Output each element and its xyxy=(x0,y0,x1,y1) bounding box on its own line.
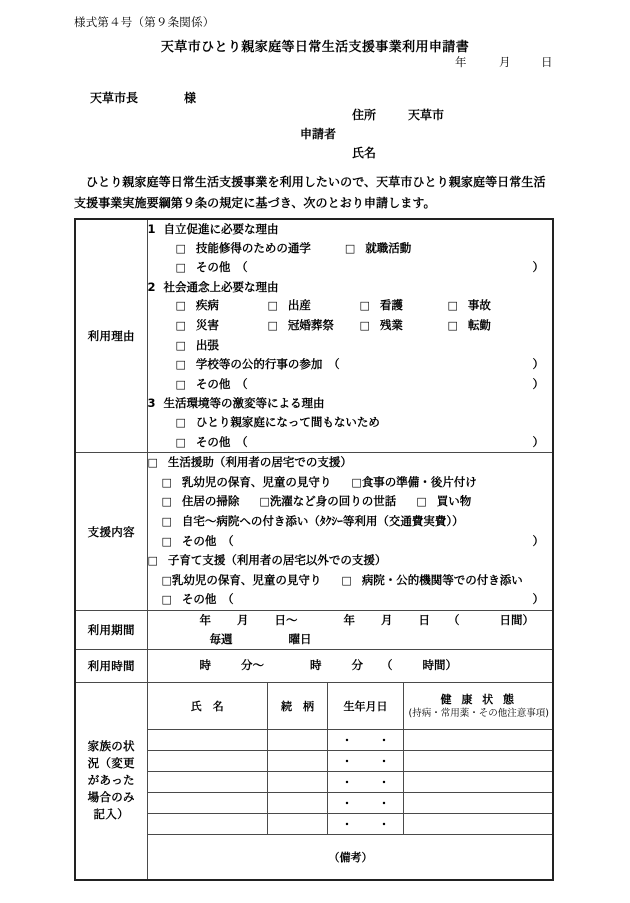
family-cell-name[interactable] xyxy=(148,729,268,750)
checkbox-icon[interactable]: □ xyxy=(416,495,427,509)
checkbox-icon[interactable]: □ xyxy=(175,435,186,449)
reason-line: □ その他 （ ） xyxy=(175,260,544,275)
remark-cell[interactable]: （備考） xyxy=(148,834,554,879)
family-cell-birthdate[interactable]: ・ ・ xyxy=(328,750,404,771)
reason-line: □ 技能修得のための通学 □ 就職活動 xyxy=(175,240,412,255)
applicant-label-row xyxy=(300,125,560,144)
page-title: 天草市ひとり親家庭等日常生活支援事業利用申請書 xyxy=(160,40,470,55)
application-table xyxy=(74,218,554,881)
family-cell-birthdate[interactable]: ・ ・ xyxy=(328,792,404,813)
family-cell-birthdate[interactable]: ・ ・ xyxy=(328,729,404,750)
support-line: □ その他 （ ） xyxy=(161,592,544,607)
family-cell-relation[interactable] xyxy=(268,729,328,750)
family-cell-relation[interactable] xyxy=(268,771,328,792)
family-cell-relation[interactable] xyxy=(268,792,328,813)
family-cell-birthdate[interactable]: ・ ・ xyxy=(328,771,404,792)
time-content-cell xyxy=(147,649,553,682)
family-cell-health[interactable] xyxy=(404,771,554,792)
period-date-range: 年 月 日～ 年 月 日 （ 日間） xyxy=(199,612,534,627)
address-value: 天草市 xyxy=(408,108,445,122)
table-row-period xyxy=(75,610,553,649)
reason-content-cell xyxy=(147,219,553,453)
support-line: □ その他 （ ） xyxy=(161,533,544,548)
period-content-cell xyxy=(147,610,553,649)
family-cell-name[interactable] xyxy=(148,792,268,813)
support-line: □ 住居の掃除 □洗濯など身の回りの世話 □ 買い物 xyxy=(161,494,472,509)
applicant-address-row xyxy=(300,106,560,125)
date-year-label: 年 xyxy=(455,55,467,69)
addressee xyxy=(90,89,196,106)
period-weekday: 毎週 曜日 xyxy=(209,631,312,646)
checkbox-icon[interactable]: □ xyxy=(147,554,158,568)
table-row[interactable] xyxy=(148,813,554,834)
checkbox-icon[interactable]: □ xyxy=(175,338,186,352)
reason-label-cell: 利用理由 xyxy=(75,219,147,453)
time-label-cell: 利用時間 xyxy=(75,649,147,682)
form-number: 様式第４号（第９条関係） xyxy=(74,15,215,29)
family-cell-health[interactable] xyxy=(404,813,554,834)
checkbox-icon[interactable]: □ xyxy=(161,514,172,528)
table-row[interactable] xyxy=(148,750,554,771)
name-label: 氏名 xyxy=(352,146,377,160)
family-col-health xyxy=(404,683,554,730)
table-row-time xyxy=(75,649,553,682)
support-content-cell xyxy=(147,453,553,611)
support-section-1-heading: □ 生活援助（利用者の居宅での支援） xyxy=(147,455,352,470)
support-line: □ 乳幼児の保育、児童の見守り □食事の準備・後片付け xyxy=(161,474,477,489)
address-label: 住所 xyxy=(352,108,377,122)
time-range: 時 分～ 時 分 （ 時間） xyxy=(199,658,457,673)
reason-line: □ ひとり親家庭になって間もないため xyxy=(175,414,380,429)
checkbox-icon[interactable]: □ xyxy=(175,318,186,332)
family-label-cell: 家族の状況（変更があった場合のみ記入） xyxy=(75,682,147,880)
applicant-block xyxy=(300,106,560,163)
family-table-cell xyxy=(147,682,553,880)
table-row-reason xyxy=(75,219,553,453)
support-line: □ 自宅～病院への付き添い（ﾀｸｼｰ等利用（交通費実費）） xyxy=(161,513,464,528)
date-day-label: 日 xyxy=(541,55,553,69)
family-cell-birthdate[interactable]: ・ ・ xyxy=(328,813,404,834)
intro-paragraph: ひとり親家庭等日常生活支援事業を利用したいので、天草市ひとり親家庭等日常生活支援事業実施要綱第９条の規定に基づき、次のとおり申請します。 xyxy=(74,175,546,210)
reason-line: □ その他 （ ） xyxy=(175,376,544,391)
reason-group-2-heading: 2 社会通念上必要な理由 xyxy=(147,279,279,294)
period-label-cell: 利用期間 xyxy=(75,610,147,649)
family-remark-row[interactable] xyxy=(148,834,554,879)
date-month-label: 月 xyxy=(499,55,511,69)
family-col-name: 氏 名 xyxy=(148,683,268,730)
checkbox-icon[interactable]: □ xyxy=(161,573,172,587)
family-col-relation: 続 柄 xyxy=(268,683,328,730)
reason-grid-row: □ 災害 □ 冠婚葬祭 □ 残業 □ 転勤 xyxy=(175,317,491,332)
family-cell-name[interactable] xyxy=(148,813,268,834)
table-row[interactable] xyxy=(148,792,554,813)
checkbox-icon[interactable]: □ xyxy=(147,456,158,470)
checkbox-icon[interactable]: □ xyxy=(161,495,172,509)
family-cell-name[interactable] xyxy=(148,750,268,771)
reason-line: □ 出張 xyxy=(175,337,219,352)
table-row-support xyxy=(75,453,553,611)
reason-group-1-heading: 1 自立促進に必要な理由 xyxy=(147,222,279,236)
applicant-name-row xyxy=(300,144,560,163)
checkbox-icon[interactable]: □ xyxy=(161,475,172,489)
checkbox-icon[interactable]: □ xyxy=(351,475,362,489)
checkbox-icon[interactable]: □ xyxy=(175,358,186,372)
checkbox-icon[interactable]: □ xyxy=(267,299,278,313)
addressee-honorific: 様 xyxy=(184,91,197,105)
checkbox-icon[interactable]: □ xyxy=(341,573,352,587)
date-entry-line xyxy=(455,54,553,70)
table-row[interactable] xyxy=(148,771,554,792)
checkbox-icon[interactable]: □ xyxy=(175,377,186,391)
family-cell-relation[interactable] xyxy=(268,750,328,771)
checkbox-icon[interactable]: □ xyxy=(161,534,172,548)
checkbox-icon[interactable]: □ xyxy=(175,241,186,255)
family-cell-relation[interactable] xyxy=(268,813,328,834)
support-line: □乳幼児の保育、児童の見守り □ 病院・公的機関等での付き添い xyxy=(161,572,523,587)
checkbox-icon[interactable]: □ xyxy=(344,241,356,255)
applicant-label: 申請者 xyxy=(300,127,337,141)
family-col-health-sub: (持病・常用薬・その他注意事項) xyxy=(408,708,549,720)
family-col-health-main: 健 康 状 態 xyxy=(440,693,517,707)
family-cell-health[interactable] xyxy=(404,792,554,813)
checkbox-icon[interactable]: □ xyxy=(161,593,172,607)
reason-grid-row: □ 疾病 □ 出産 □ 看護 □ 事故 xyxy=(175,298,491,313)
family-cell-health[interactable] xyxy=(404,729,554,750)
addressee-name: 天草市長 xyxy=(90,91,139,105)
checkbox-icon[interactable]: □ xyxy=(259,495,270,509)
reason-group-3-heading: 3 生活環境等の激変等による理由 xyxy=(147,396,325,411)
support-section-2-heading: □ 子育て支援（利用者の居宅以外での支援） xyxy=(147,553,387,568)
table-row[interactable] xyxy=(148,729,554,750)
family-cell-health[interactable] xyxy=(404,750,554,771)
checkbox-icon[interactable]: □ xyxy=(447,299,458,313)
family-header-row xyxy=(148,683,554,730)
family-cell-name[interactable] xyxy=(148,771,268,792)
reason-line: □ 学校等の公的行事の参加 （ ） xyxy=(175,357,544,372)
checkbox-icon[interactable]: □ xyxy=(359,318,370,332)
checkbox-icon[interactable]: □ xyxy=(447,318,458,332)
checkbox-icon[interactable]: □ xyxy=(359,299,370,313)
reason-line: □ その他 （ ） xyxy=(175,434,544,449)
support-label-cell: 支援内容 xyxy=(75,453,147,611)
family-col-birthdate: 生年月日 xyxy=(328,683,404,730)
table-row-family xyxy=(75,682,553,880)
checkbox-icon[interactable]: □ xyxy=(267,318,278,332)
checkbox-icon[interactable]: □ xyxy=(175,415,186,429)
family-members-table xyxy=(148,683,554,879)
checkbox-icon[interactable]: □ xyxy=(175,261,186,275)
checkbox-icon[interactable]: □ xyxy=(175,299,186,313)
